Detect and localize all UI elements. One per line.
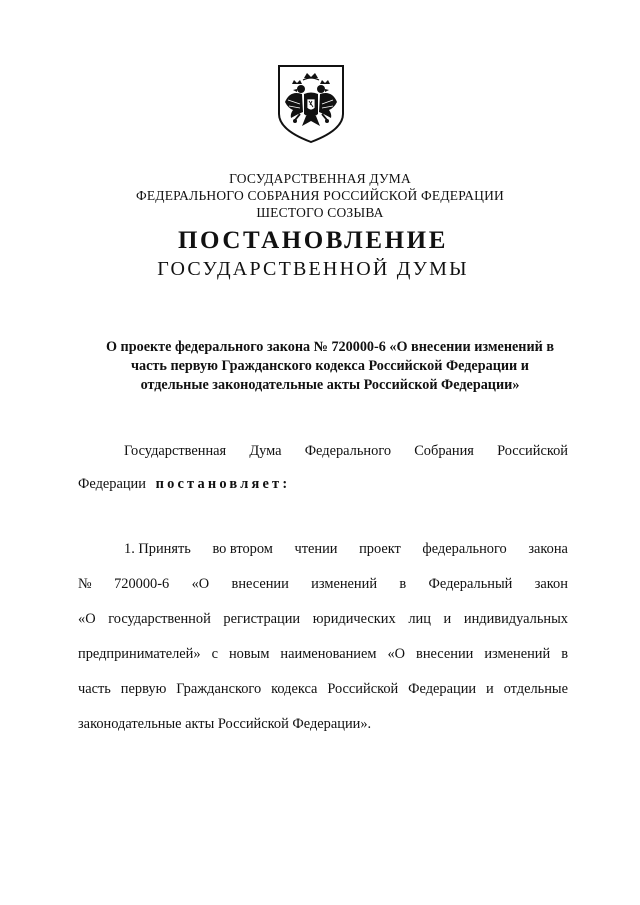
item1-word: 720000-6 [114,576,170,592]
item1-line-6 [78,716,568,733]
item1-word: и [443,611,452,627]
item1-line-4 [78,646,568,663]
org-line-convocation: ШЕСТОГО СОЗЫВА [256,205,384,220]
item1-word: государственной [108,611,211,627]
item1-word: кодекса [271,681,318,697]
subject-heading [80,338,580,395]
item1-line-3 [78,611,568,628]
document-title: ПОСТАНОВЛЕНИЕ [177,227,449,254]
preamble-word: Дума [249,443,282,459]
item1-word: внесении [231,576,289,592]
item1-word: Федеральный [428,576,513,592]
item1-final-line: законодательные акты Российской Федерации». [78,716,372,732]
preamble-word: Собрания [414,443,474,459]
document-subtitle: ГОСУДАРСТВЕННОЙ ДУМЫ [157,258,469,280]
item1-word: федерального [422,541,507,557]
subject-line: отдельные законодательные акты Российской Федерации» [140,377,520,393]
item1-word: в [399,576,407,592]
item1-word: во втором [212,541,273,557]
item1-word: индивидуальных [463,611,568,627]
preamble-word: Федерального [304,443,392,459]
preamble-line-2 [78,476,568,493]
item1-word: новым [228,646,270,662]
item1-word: проект [359,541,401,557]
item1-word: Федерации [408,681,477,697]
item1-word: часть [78,681,111,697]
item1-line-1 [78,541,568,558]
item1-word: Российской [327,681,399,697]
item1-word: предпринимателей» [78,646,201,662]
preamble-line-1 [78,443,568,460]
item1-word: и [486,681,494,697]
item1-word: «О [78,611,96,627]
item1-word: закона [528,541,568,557]
item1-word: лиц [408,611,431,627]
preamble-word: Государственная [124,443,227,459]
item1-word: наименованием [280,646,377,662]
item1-word: внесении [416,646,474,662]
item1-word: закон [534,576,568,592]
subject-line: часть первую Гражданского кодекса Российской Федерации и [131,358,529,374]
preamble-prefix: Федерации [78,476,146,492]
coat-of-arms-russia-icon [276,64,346,144]
item1-word: № [78,576,92,592]
item1-word: «О [191,576,210,592]
item1-word: изменений [311,576,378,592]
org-line-duma: ГОСУДАРСТВЕННАЯ ДУМА [229,171,411,186]
subject-line: О проекте федерального закона № 720000-6 «О внесении изменений в [105,339,555,355]
item1-word: «О [387,646,406,662]
preamble-action: постановляет: [155,476,291,492]
preamble-word: Российской [497,443,568,459]
item1-word: с [211,646,218,662]
item1-word: чтении [294,541,338,557]
org-line-federal-assembly: ФЕДЕРАЛЬНОГО СОБРАНИЯ РОССИЙСКОЙ ФЕДЕРАЦИИ [136,188,504,203]
item1-line-2 [78,576,568,593]
item1-word: регистрации [223,611,301,627]
item1-word: 1. Принять [124,541,191,557]
item1-word: отдельные [503,681,568,697]
item1-word: Гражданского [176,681,262,697]
item1-word: первую [120,681,167,697]
item1-word: юридических [312,611,396,627]
item1-line-5 [78,681,568,698]
item1-word: изменений [484,646,551,662]
item1-word: в [561,646,568,662]
